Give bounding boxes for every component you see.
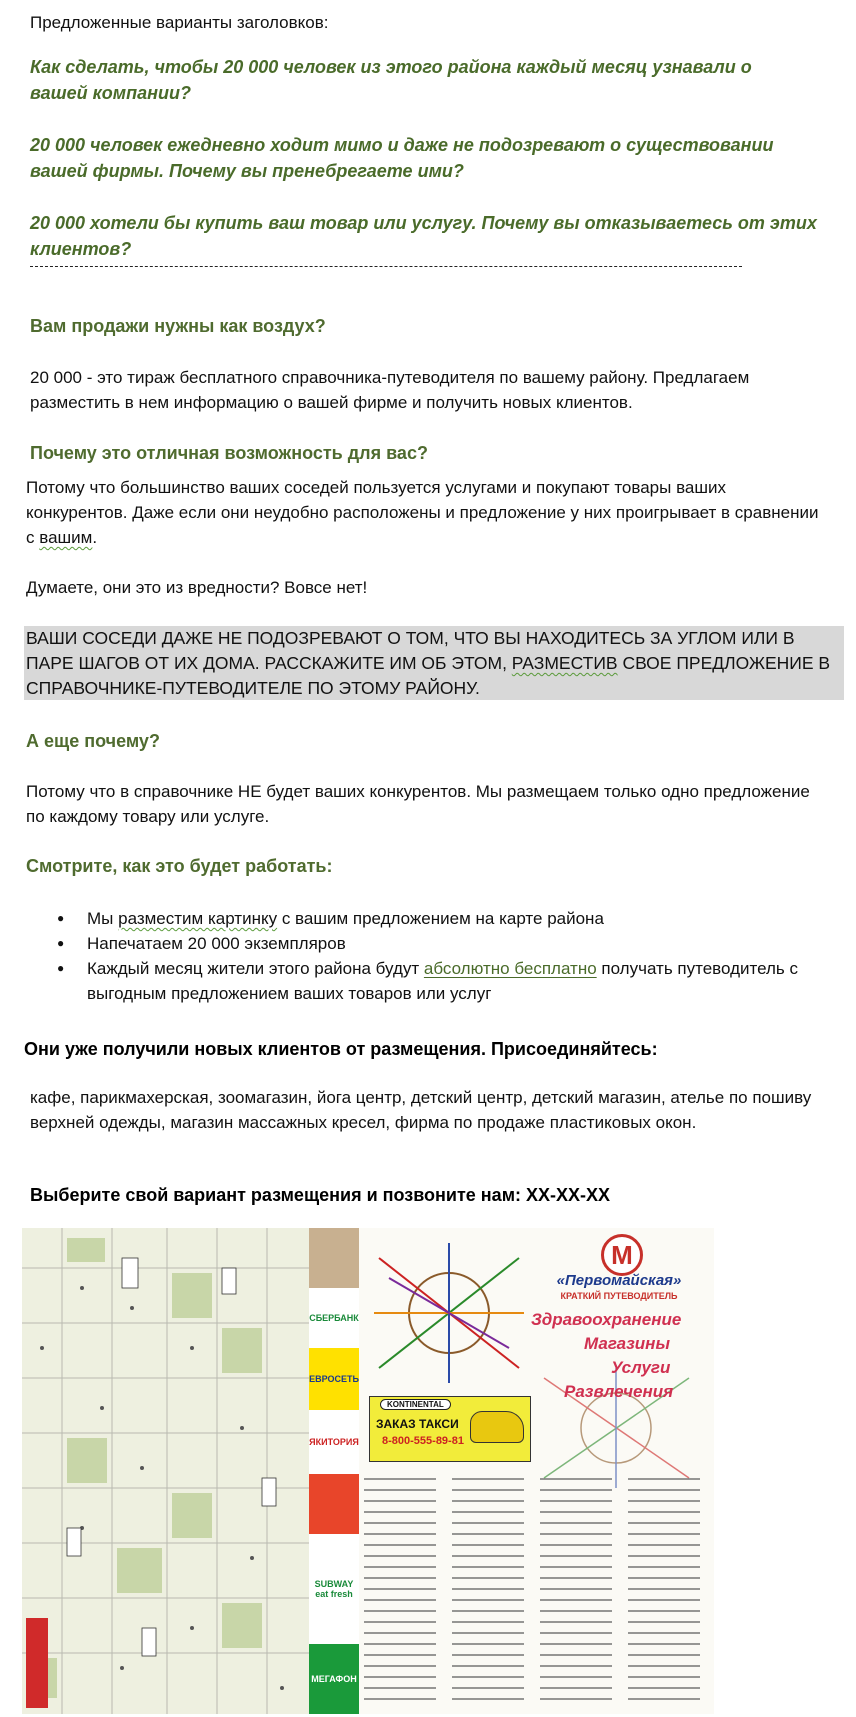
clients-heading: Они уже получили новых клиентов от размещения. Присоединяйтесь: (24, 1039, 658, 1059)
list-item (55, 906, 835, 931)
section-heading-sales: Вам продажи нужны как воздух? (30, 316, 326, 336)
guide-flyer-image (22, 1228, 714, 1714)
intro-text: Предложенные варианты заголовков: (30, 13, 329, 32)
text-part: Каждый месяц жители этого района будут (87, 959, 424, 978)
category-entertainment: Развлечения (564, 1382, 674, 1401)
taxi-title: ЗАКАЗ ТАКСИ (376, 1417, 459, 1431)
ad-photo (309, 1228, 359, 1288)
section-heading-how-it-works: Смотрите, как это будет работать: (26, 856, 333, 876)
dashed-divider (30, 266, 742, 267)
listing-column (540, 1478, 612, 1708)
headline-option-3: 20 000 хотели бы купить ваш товар или услугу. Почему вы отказываетесь от этих клиентов? (30, 213, 817, 259)
ad-subway: SUBWAY eat fresh (309, 1534, 359, 1644)
list-item (55, 956, 835, 1006)
ad-euroset: ЕВРОСЕТЬ (309, 1348, 359, 1410)
headline-option-2: 20 000 человек ежедневно ходит мимо и даже не подозревают о существовании вашей фирмы. Почему вы пренебрегаете ими? (30, 135, 774, 181)
spellcheck-word: РАЗМЕСТИВ (511, 653, 618, 673)
spellcheck-word: вашим (39, 528, 93, 547)
taxi-brand: KONTINENTAL (380, 1399, 451, 1410)
category-shops: Магазины (584, 1334, 670, 1353)
free-link[interactable]: абсолютно бесплатно (423, 959, 597, 978)
section-heading-why-else: А еще почему? (26, 731, 160, 751)
listing-columns (364, 1478, 709, 1708)
taxi-ad (369, 1396, 531, 1462)
call-to-action: Выберите свой вариант размещения и позвоните нам: XX-XX-XX (30, 1185, 611, 1205)
category-health: Здравоохранение (531, 1310, 682, 1329)
text-part: с вашим предложением на карте района (277, 909, 604, 928)
category-services: Услуги (611, 1358, 671, 1377)
taxi-phone: 8-800-555-89-81 (382, 1435, 464, 1447)
list-item: ● Напечатаем 20 000 экземпляров (55, 931, 835, 956)
ad-sberbank: СБЕРБАНК (309, 1288, 359, 1348)
section-text-competitors: Потому что в справочнике НЕ будет ваших конкурентов. Мы размещаем только одно предложение по каждому товару или услуге. (26, 782, 810, 826)
text-part: . (92, 528, 98, 547)
ad-red-block (309, 1474, 359, 1534)
guide-subtitle: КРАТКИЙ ПУТЕВОДИТЕЛЬ (560, 1291, 678, 1301)
text-part: ВАШИ СОСЕДИ ДАЖЕ НЕ ПОДОЗРЕВАЮТ О ТОМ, ЧТО ВЫ НАХОДИТЕСЬ ЗА УГЛОМ ИЛИ В ПАРЕ ШАГОВ ОТ ИХ ДОМА. РАССКАЖИТЕ ИМ ОБ ЭТОМ, (26, 628, 795, 673)
section-text-question: Думаете, они это из вредности? Вовсе нет! (26, 578, 368, 597)
text-part: Мы (87, 909, 119, 928)
text-part: Потому что большинство ваших соседей пользуется услугами и покупают товары ваших конкурентов. Даже если они неудобно расположены и предложение у них проигрывает в сравнении с (26, 478, 819, 547)
section-text-circulation: 20 000 - это тираж бесплатного справочника-путеводителя по вашему району. Предлагаем разместить в нем информацию о вашей фирме и получить новых клиентов. (30, 368, 750, 412)
text-part: СВОЕ ПРЕДЛОЖЕНИЕ В СПРАВОЧНИКЕ-ПУТЕВОДИТЕЛЕ ПО ЭТОМУ РАЙОНУ. (26, 653, 831, 698)
metro-logo: М (601, 1234, 643, 1276)
ads-column (309, 1228, 359, 1714)
how-it-works-list (55, 906, 835, 1006)
listing-column (628, 1478, 700, 1708)
listing-column (452, 1478, 524, 1708)
metro-map-graphic (369, 1238, 529, 1388)
highlight-text (26, 626, 836, 701)
section-heading-opportunity: Почему это отличная возможность для вас? (30, 443, 428, 463)
spellcheck-word: разместим картинку (118, 909, 278, 928)
clients-text: кафе, парикмахерская, зоомагазин, йога центр, детский центр, детский магазин, ателье по пошиву верхней одежды, магазин массажных кресел, фирма по продаже пластиковых окон. (30, 1088, 812, 1132)
taxi-car-icon (470, 1411, 524, 1443)
headline-option-1: Как сделать, чтобы 20 000 человек из этого района каждый месяц узнавали о вашей компании? (30, 57, 752, 103)
district-map-graphic (22, 1228, 309, 1714)
ad-megafon: МЕГАФОН (309, 1644, 359, 1714)
section-text-neighbors (26, 475, 826, 550)
guide-cover (359, 1228, 714, 1714)
district-map (22, 1228, 309, 1714)
listing-column (364, 1478, 436, 1708)
ad-yakitoria: ЯКИТОРИЯ (309, 1410, 359, 1474)
text-part: получать путеводитель с выгодным предложением ваших товаров или услуг (87, 959, 798, 1003)
guide-title: «Первомайская» (556, 1272, 682, 1289)
